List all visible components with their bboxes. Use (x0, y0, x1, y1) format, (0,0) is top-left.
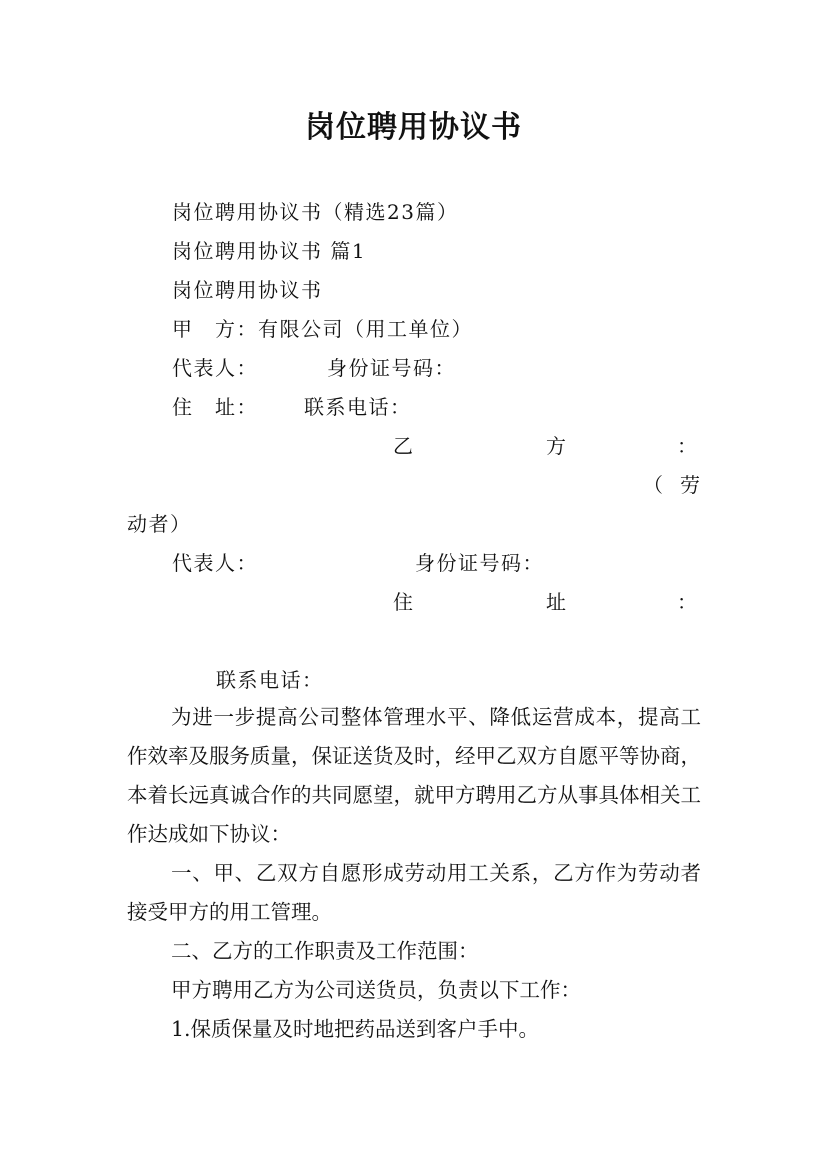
clause-2-detail-paragraph: 甲方聘用乙方为公司送货员，负责以下工作： (171, 978, 581, 1002)
article-heading: 岗位聘用协议书 篇1 (172, 239, 367, 263)
party-b-colon: ： (677, 434, 699, 458)
item-1-paragraph: 1.保质保量及时地把药品送到客户手中。 (171, 1017, 540, 1041)
subtitle-line: 岗位聘用协议书（精选23篇） (172, 200, 459, 224)
address-b-char-2: 址 (546, 590, 568, 614)
address-label-a: 住 址： (172, 395, 258, 419)
id-number-label-a: 身份证号码： (327, 356, 456, 380)
party-b-role: 动者） (127, 512, 192, 536)
party-b-char-1: 乙 (393, 434, 415, 458)
id-number-label-b: 身份证号码： (415, 551, 544, 575)
party-a-value: 有限公司（用工单位） (258, 317, 473, 341)
representative-label-a: 代表人： (172, 356, 258, 380)
phone-label-a: 联系电话： (304, 395, 412, 419)
phone-label-b: 联系电话： (216, 668, 324, 692)
document-name-line: 岗位聘用协议书 (172, 278, 323, 302)
party-a-label: 甲 方： (172, 317, 258, 341)
intro-paragraph: 为进一步提高公司整体管理水平、降低运营成本，提高工作效率及服务质量，保证送货及时，经甲乙双方自愿平等协商，本着长远真诚合作的共同愿望，就甲方聘用乙方从事具体相关工作达成如下协议： (127, 705, 701, 846)
party-b-char-2: 方 (546, 434, 568, 458)
address-b-char-1: 住 (393, 590, 415, 614)
address-b-colon: ： (677, 590, 699, 614)
party-b-lao: 劳 (680, 473, 702, 497)
clause-2-paragraph: 二、乙方的工作职责及工作范围： (171, 939, 479, 963)
document-title: 岗位聘用协议书 (305, 110, 522, 145)
party-b-paren: （ (643, 473, 665, 497)
clause-1-paragraph: 一、甲、乙双方自愿形成劳动用工关系，乙方作为劳动者接受甲方的用工管理。 (127, 861, 701, 924)
representative-label-b: 代表人： (172, 551, 258, 575)
